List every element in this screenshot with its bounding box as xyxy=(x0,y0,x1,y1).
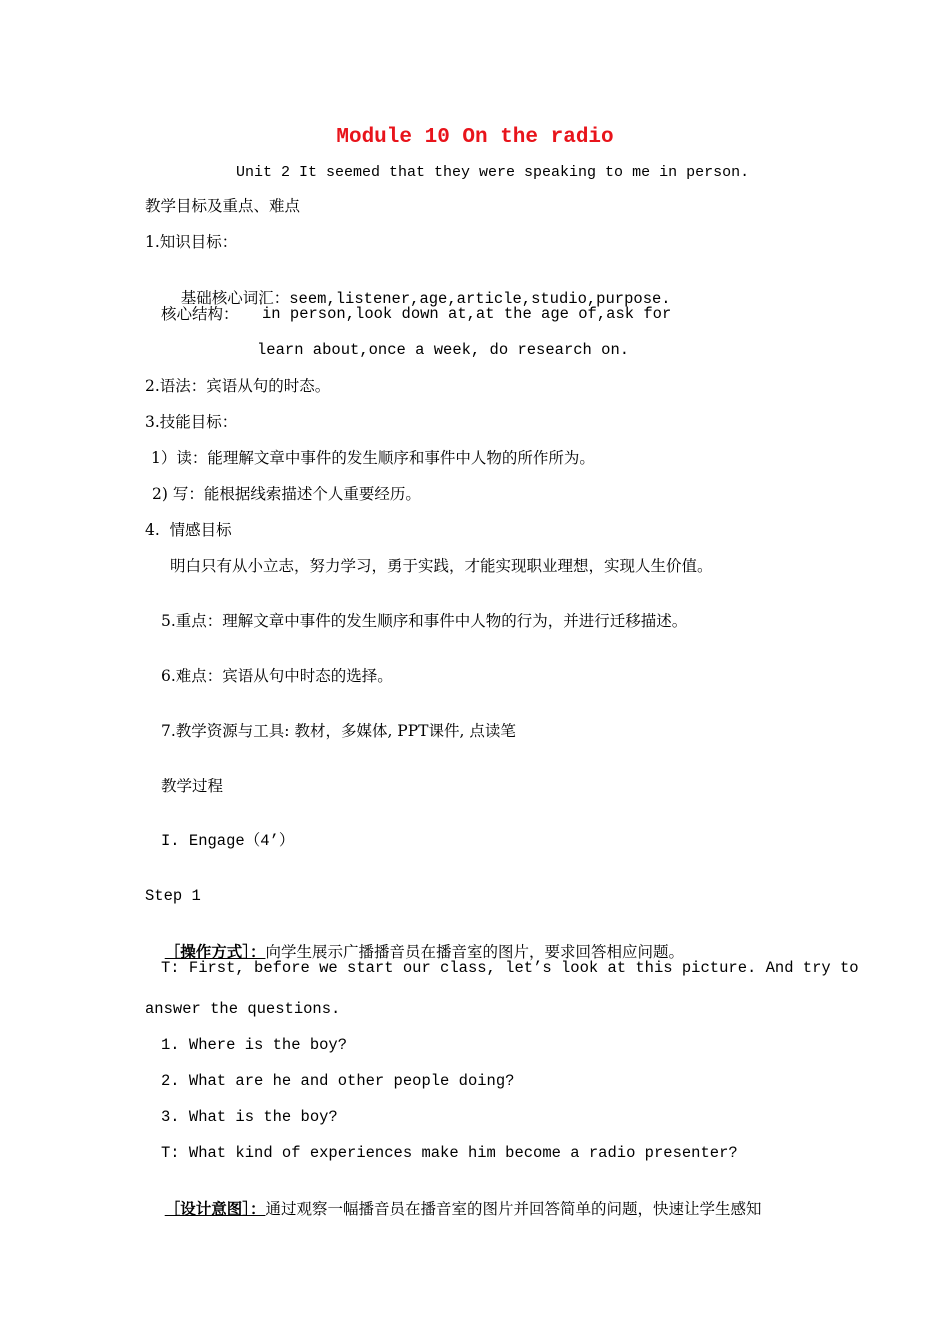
difficult-point: 6.难点：宾语从句中时态的选择。 xyxy=(161,667,393,685)
teacher-question: T: What kind of experiences make him become a radio presenter? xyxy=(161,1144,738,1162)
question-item: 2. What are he and other people doing? xyxy=(161,1072,515,1090)
teaching-resources: 7.教学资源与工具: 教材，多媒体, PPT课件, 点读笔 xyxy=(161,722,516,740)
question-item: 3. What is the boy? xyxy=(161,1108,338,1126)
teacher-line-2: answer the questions. xyxy=(145,1000,341,1018)
skill-writing: 2) 写：能根据线索描述个人重要经历。 xyxy=(152,485,421,503)
structures-line-2: learn about,once a week, do research on. xyxy=(257,341,630,359)
skill-reading: 1）读：能理解文章中事件的发生顺序和事件中人物的所作所为。 xyxy=(151,449,595,467)
engage-heading: I. Engage（4’） xyxy=(161,832,295,850)
objectives-heading: 教学目标及重点、难点 xyxy=(145,197,301,215)
grammar-objective: 2.语法：宾语从句的时态。 xyxy=(145,377,331,395)
structures-label: 核心结构： xyxy=(161,305,239,323)
structures-line-1: in person,look down at,at the age of,ask for xyxy=(262,305,672,323)
question-item: 1. Where is the boy? xyxy=(161,1036,348,1054)
vocab-list: seem,listener,age,article,studio,purpose. xyxy=(289,290,671,308)
design-row xyxy=(145,1179,762,1239)
vocab-label: 基础核心词汇： xyxy=(180,289,290,307)
design-tag: ［设计意图］： xyxy=(164,1199,266,1218)
key-point: 5.重点：理解文章中事件的发生顺序和事件中人物的行为，并进行迁移描述。 xyxy=(161,612,688,630)
unit-subtitle: Unit 2 It seemed that they were speaking to me in person. xyxy=(236,164,750,181)
teacher-line-1: T: First, before we start our class, let’s look at this picture. And try to xyxy=(161,959,859,977)
emotion-label: 4. 情感目标 xyxy=(145,521,232,539)
page-title: Module 10 On the radio xyxy=(336,126,614,149)
operation-tag: ［操作方式］： xyxy=(164,942,266,961)
process-heading: 教学过程 xyxy=(161,777,224,795)
design-text: 通过观察一幅播音员在播音室的图片并回答简单的问题，快速让学生感知 xyxy=(265,1200,762,1218)
knowledge-label: 1.知识目标： xyxy=(145,233,238,251)
step-label: Step 1 xyxy=(145,887,201,905)
emotion-text: 明白只有从小立志，努力学习，勇于实践，才能实现职业理想，实现人生价值。 xyxy=(170,557,713,575)
skills-label: 3.技能目标： xyxy=(145,413,238,431)
operation-text: 向学生展示广播播音员在播音室的图片，要求回答相应问题。 xyxy=(265,943,684,961)
